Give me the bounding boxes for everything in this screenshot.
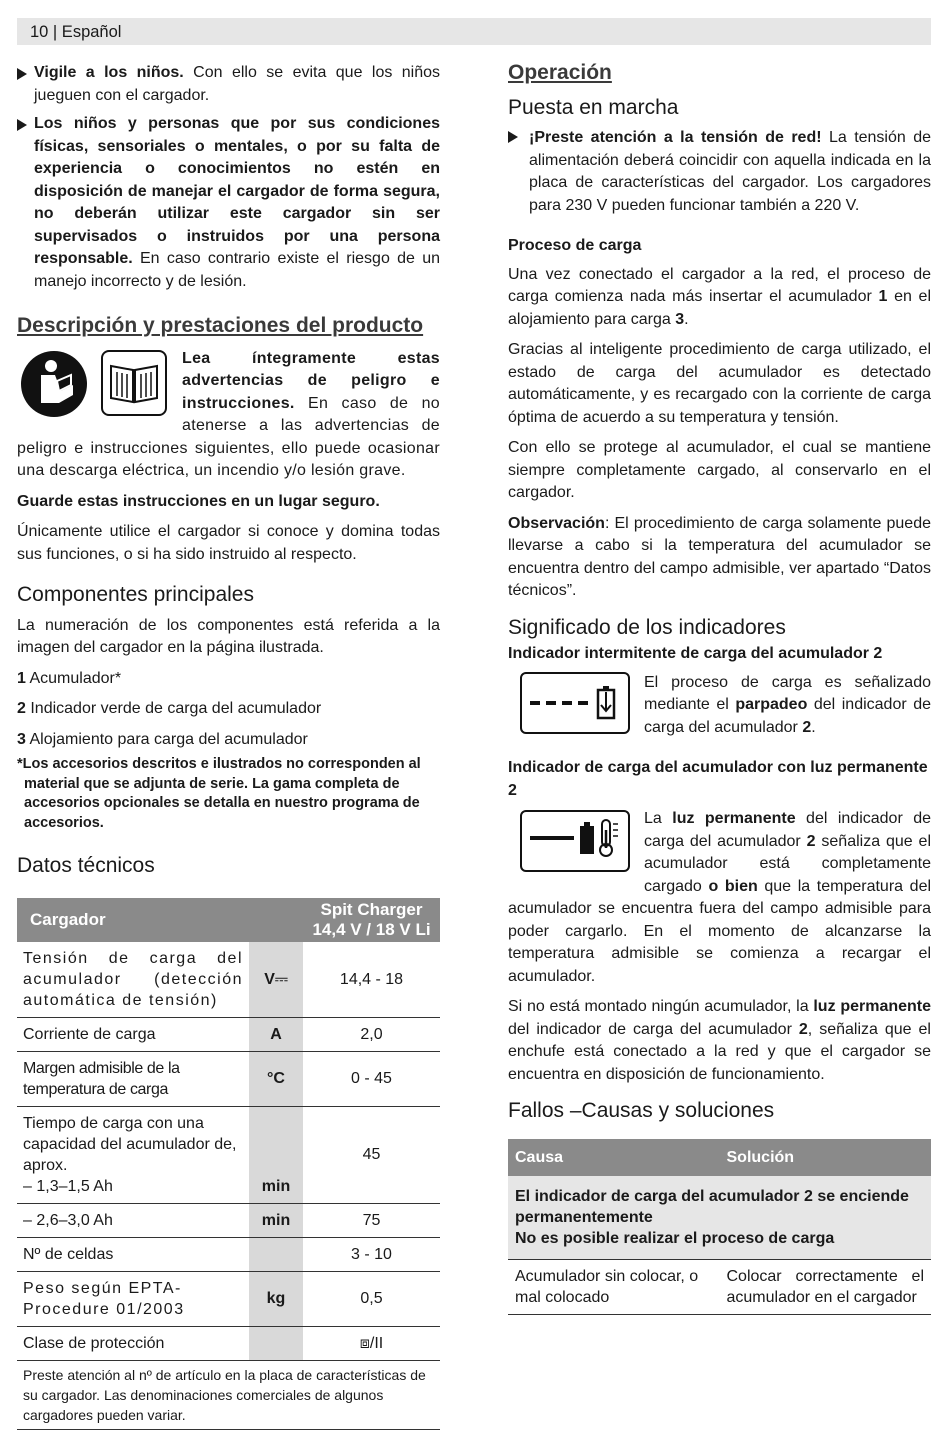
section-title-components: Componentes principales (17, 583, 254, 606)
row-value: 2,0 (303, 1017, 440, 1051)
row-unit: V⎓ (249, 942, 303, 1018)
warning-text: En caso contrario existe el riesgo de un manejo incorrecto y de lesión. (34, 250, 440, 290)
fault-group-row (508, 1176, 931, 1260)
instruction-icons (17, 348, 177, 418)
component-item: 1 Acumulador* (17, 669, 122, 687)
component-item: 2 Indicador verde de carga del acumulador (17, 700, 322, 717)
accessories-note: *Los accesorios descritos e ilustrados no corresponden al material que se adjunta de serie. La gama completa de accesorios opcionales se detalla en nuestro programa de accesorios. (17, 756, 421, 831)
table-header-label: Cargador (17, 898, 303, 942)
row-unit: °C (249, 1051, 303, 1106)
faults-table (508, 1139, 931, 1315)
table-footnote: Preste atención al nº de artículo en la placa de características de su cargador. Las denominaciones comerciales de algunos cargadores pueden variar. (17, 1360, 440, 1429)
row-label: Clase de protección (17, 1326, 249, 1360)
row-unit (249, 1326, 303, 1360)
row-unit: A (249, 1017, 303, 1051)
row-unit (249, 1237, 303, 1271)
row-value: 45 (303, 1106, 440, 1203)
mains-voltage-warning (508, 127, 931, 217)
right-column (508, 62, 931, 1315)
read-instructions-block (17, 348, 440, 483)
table-row (17, 1051, 440, 1106)
row-unit: kg (249, 1271, 303, 1326)
blinking-indicator-icon (520, 672, 630, 734)
table-row (17, 942, 440, 1018)
component-item: 3 Alojamiento para carga del acumulador (17, 730, 308, 748)
table-row (508, 1259, 931, 1314)
table-row (17, 1237, 440, 1271)
table-row (17, 1271, 440, 1326)
section-title-faults: Fallos –Causas y soluciones (508, 1099, 775, 1122)
row-value: 3 - 10 (303, 1237, 440, 1271)
bullet-triangle-icon (17, 119, 27, 131)
voltage-warning-bold: ¡Preste atención a la tensión de red! (529, 129, 822, 146)
row-label: Margen admisible de la temperatura de carga (17, 1051, 249, 1106)
section-title-indicators: Significado de los indicadores (508, 615, 786, 639)
read-manual-icon (21, 351, 87, 417)
observation-note: Observación: El procedimiento de carga solamente puede llevarse a cabo si la temperatura del acumulador se encuentra dentro del campo admisible, ver apartado “Datos técnicos”. (508, 514, 931, 599)
bullet-triangle-icon (17, 68, 27, 80)
row-value: 14,4 - 18 (303, 942, 440, 1018)
indicator-steady-block: La luz permanente del indicador de carga del acumulador 2 señaliza que el acumulador está completamente cargado o bien que la temperatura del acumulador se encuentra fuera del campo admisible para poder cargarlo. En el momento de alcanzarse la temperatura admisible se comienza a recargar el acumulador. (508, 810, 932, 985)
table-header-row (508, 1139, 931, 1176)
indicator-steady-title: Indicador de carga del acumulador con luz permanente 2 (508, 759, 928, 799)
keep-instructions: Guarde estas instrucciones en un lugar seguro. (17, 492, 380, 510)
charging-paragraph: Con ello se protege al acumulador, el cual se mantiene siempre completamente cargado, al conservarlo en el cargador. (508, 439, 931, 501)
row-value: 75 (303, 1203, 440, 1237)
table-footnote-row (17, 1360, 440, 1429)
table-row (17, 1326, 440, 1360)
fault-group-title: El indicador de carga del acumulador 2 se enciende permanentemente No es posible realizar el proceso de carga (508, 1176, 931, 1260)
table-row (17, 1106, 440, 1203)
warning-supervision (17, 113, 440, 293)
row-label: Corriente de carga (17, 1017, 249, 1051)
read-instructions-bold: Lea íntegramente estas advertencias de peligro e instrucciones. (182, 349, 440, 412)
bullet-triangle-icon (508, 131, 518, 143)
components-intro: La numeración de los componentes está referida a la imagen del cargador en la página ilustrada. (17, 616, 440, 656)
steady-indicator-icon (520, 810, 630, 872)
row-label: Nº de celdas (17, 1237, 249, 1271)
warning-text: Con ello se evita que los niños jueguen con el cargador. (34, 64, 441, 104)
warning-children (17, 62, 440, 107)
row-value: ⧈/II (303, 1326, 440, 1360)
fault-solution: Colocar correctamente el acumulador en el cargador (720, 1259, 932, 1314)
header-cause: Causa (508, 1139, 720, 1176)
table-header-model: Spit Charger 14,4 V / 18 V Li (303, 898, 440, 942)
section-title-technical-data: Datos técnicos (17, 854, 155, 877)
row-label: Tiempo de carga con una capacidad del acumulador de, aprox. – 1,3–1,5 Ah (17, 1106, 249, 1203)
page-number-language: 10 | Español (30, 23, 122, 41)
header-solution: Solución (720, 1139, 932, 1176)
left-column (17, 62, 440, 1430)
table-row (17, 1017, 440, 1051)
charging-paragraph: Una vez conectado el cargador a la red, el proceso de carga comienza nada más insertar el acumulador 1 en el alojamiento para carga 3. (508, 265, 931, 328)
section-title-description: Descripción y prestaciones del producto (17, 314, 424, 337)
read-instructions-text: En caso de no atenerse a las advertencias de peligro e instrucciones siguientes, ello puede ocasionar una descarga eléctrica, un incendio y/o lesión grave. (17, 394, 440, 479)
table-row (17, 1203, 440, 1237)
indicator-blinking-block: El proceso de carga es señalizado mediante el parpadeo del indicador de carga del acumulador 2. (508, 672, 931, 740)
row-label: Peso según EPTA-Procedure 01/2003 (17, 1271, 249, 1326)
row-unit: min (249, 1106, 303, 1203)
row-value: 0,5 (303, 1271, 440, 1326)
row-label: Tensión de carga del acumulador (detección automática de tensión) (17, 942, 249, 1018)
use-only-if-instructed: Únicamente utilice el cargador si conoce y domina todas sus funciones, o si ha sido instruido al respecto. (17, 523, 440, 563)
technical-data-table (17, 898, 440, 1430)
charging-paragraph: Gracias al inteligente procedimiento de carga utilizado, el estado de carga del acumulador es detectado automáticamente, y es recargado con la corriente de carga óptima de acuerdo a su temperatura y tensión. (508, 341, 931, 426)
table-header-row (17, 898, 440, 942)
row-label: – 2,6–3,0 Ah (17, 1203, 249, 1237)
page-header (17, 18, 931, 45)
row-value: 0 - 45 (303, 1051, 440, 1106)
warning-bold: Los niños y personas que por sus condiciones físicas, sensoriales o mentales, o por su falta de experiencia o conocimientos no estén en disposición de manejar el cargador de forma segura, no deberán utilizar este cargador sin ser supervisados o instruidos por una persona responsable. (34, 115, 440, 267)
voltage-warning-text: La tensión de alimentación deberá coincidir con aquella indicada en la placa de características del cargador. Los cargadores para 230 V pueden funcionar también a 220 V. (529, 129, 931, 214)
fault-cause: Acumulador sin colocar, o mal colocado (508, 1259, 720, 1314)
warning-bold: Vigile a los niños. (34, 64, 184, 81)
row-unit: min (249, 1203, 303, 1237)
section-title-operation: Operación (508, 61, 612, 84)
subsection-charging-process: Proceso de carga (508, 237, 642, 254)
section-title-startup: Puesta en marcha (508, 95, 679, 119)
book-icon (101, 350, 167, 416)
no-battery-note: Si no está montado ningún acumulador, la luz permanente del indicador de carga del acumulador 2, señaliza que el enchufe está conectado a la red y que el cargador se encuentra en disposición de funcionamiento. (508, 998, 932, 1083)
indicator-blinking-title: Indicador intermitente de carga del acumulador 2 (508, 645, 883, 662)
